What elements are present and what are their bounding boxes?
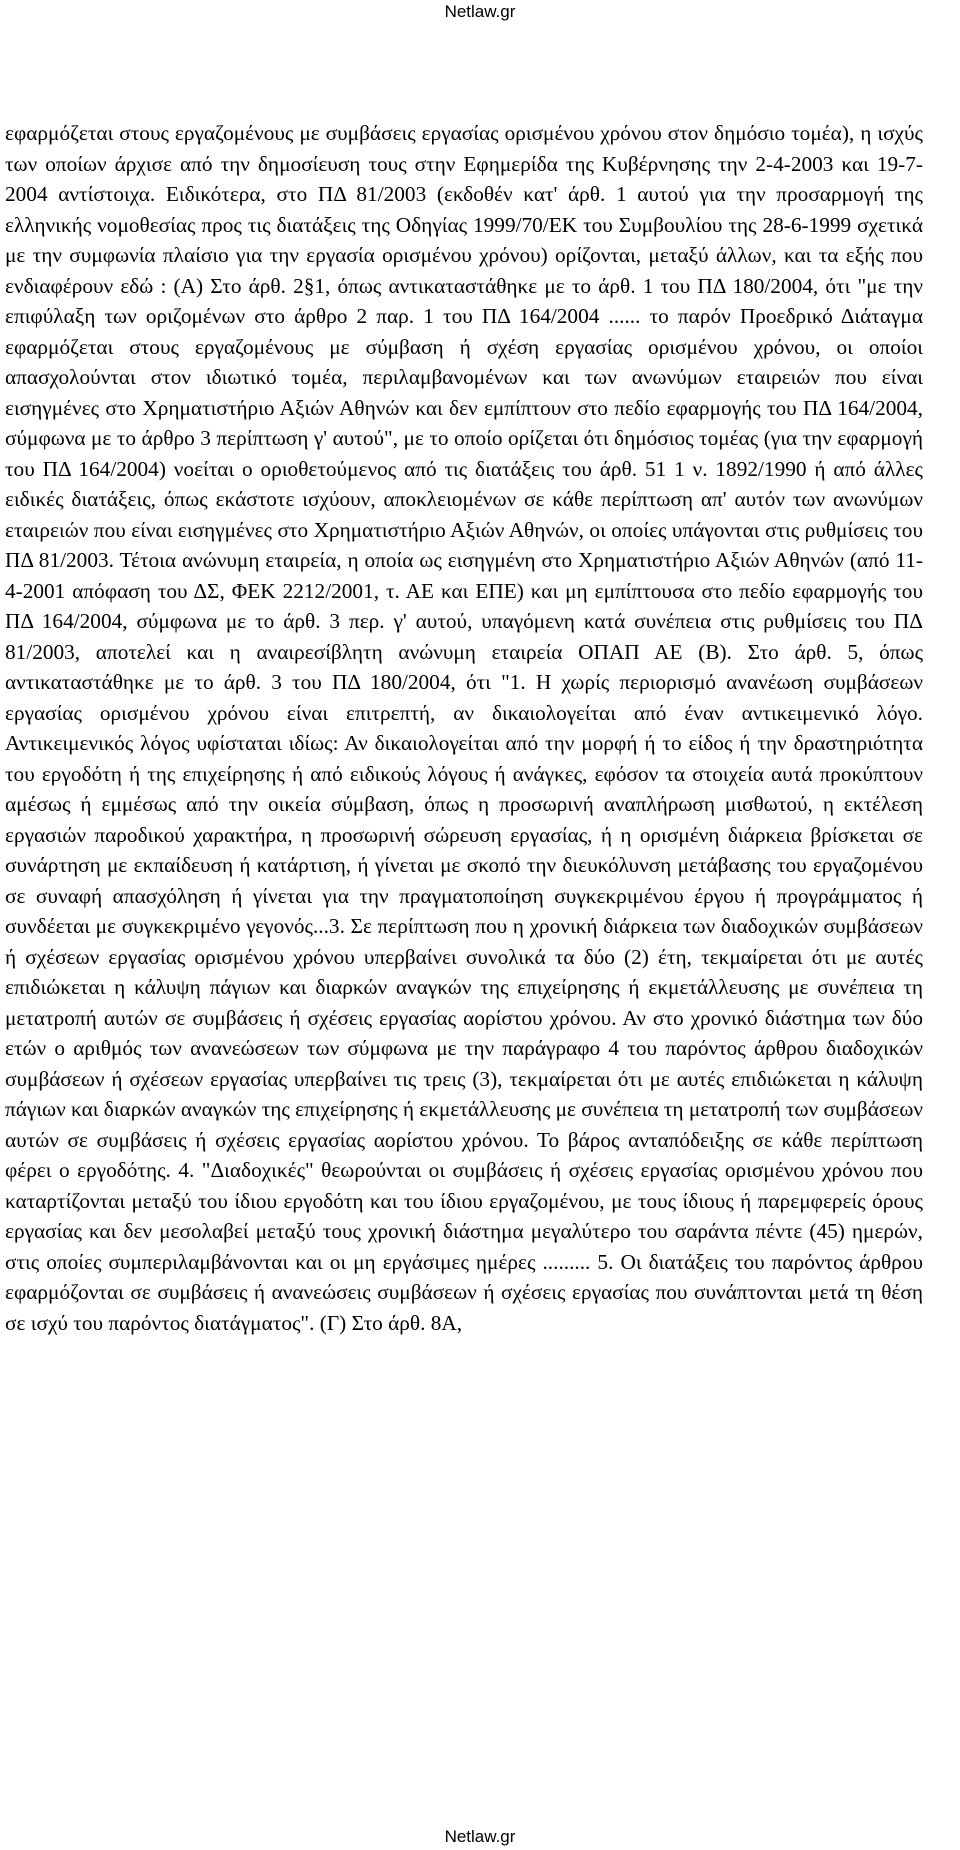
page-header <box>0 0 960 23</box>
footer-site-name: Netlaw.gr <box>444 1827 516 1846</box>
page-footer <box>0 1826 960 1848</box>
header-site-name: Netlaw.gr <box>444 2 516 21</box>
document-body-paragraph: εφαρμόζεται στους εργαζομένους με συμβάσεις εργασίας ορισμένου χρόνου στον δημόσιο τομέα), η ισχύς των οποίων άρχισε από την δημοσίευση τους στην Εφημερίδα της Κυβέρνησης την 2-4-2003 και 19-7-2004 αντίστοιχα. Ειδικότερα, στο ΠΔ 81/2003 (εκδοθέν κατ' άρθ. 1 αυτού για την προσαρμογή της ελληνικής νομοθεσίας προς τις διατάξεις της Οδηγίας 1999/70/ΕΚ του Συμβουλίου της 28-6-1999 σχετικά με την συμφωνία πλαίσιο για την εργασία ορισμένου χρόνου) ορίζονται, μεταξύ άλλων, και τα εξής που ενδιαφέρουν εδώ : (Α) Στο άρθ. 2§1, όπως αντικαταστάθηκε με το άρθ. 1 του ΠΔ 180/2004, ότι "με την επιφύλαξη των οριζομένων στο άρθρο 2 παρ. 1 του ΠΔ 164/2004 ...... το παρόν Προεδρικό Διάταγμα εφαρμόζεται στους εργαζομένους με σύμβαση ή σχέση εργασίας ορισμένου χρόνου, οι οποίοι απασχολούνται στον ιδιωτικό τομέα, περιλαμβανομένων και των ανωνύμων εταιρειών που είναι εισηγμένες στο Χρηματιστήριο Αξιών Αθηνών και δεν εμπίπτουν στο πεδίο εφαρμογής του ΠΔ 164/2004, σύμφωνα με το άρθρο 3 περίπτωση γ' αυτού", με το οποίο ορίζεται ότι δημόσιος τομέας (για την εφαρμογή του ΠΔ 164/2004) νοείται ο οριοθετούμενος από τις διατάξεις του άρθ. 51 1 ν. 1892/1990 ή από άλλες ειδικές διατάξεις, όπως εκάστοτε ισχύουν, αποκλειομένων σε κάθε περίπτωση απ' αυτόν των ανωνύμων εταιρειών που είναι εισηγμένες στο Χρηματιστήριο Αξιών Αθηνών, οι οποίες υπάγονται στις ρυθμίσεις του ΠΔ 81/2003. Τέτοια ανώνυμη εταιρεία, η οποία ως εισηγμένη στο Χρηματιστήριο Αξιών Αθηνών (από 11-4-2001 απόφαση του ΔΣ, ΦΕΚ 2212/2001, τ. ΑΕ και ΕΠΕ) και μη εμπίπτουσα στο πεδίο εφαρμογής του ΠΔ 164/2004, σύμφωνα με το άρθ. 3 περ. γ' αυτού, υπαγόμενη κατά συνέπεια στις ρυθμίσεις του ΠΔ 81/2003, αποτελεί και η αναιρεσίβλητη ανώνυμη εταιρεία ΟΠΑΠ ΑΕ (Β). Στο άρθ. 5, όπως αντικαταστάθηκε με το άρθ. 3 του ΠΔ 180/2004, ότι "1. Η χωρίς περιορισμό ανανέωση συμβάσεων εργασίας ορισμένου χρόνου είναι επιτρεπτή, αν δικαιολογείται από έναν αντικειμενικό λόγο. Αντικειμενικός λόγος υφίσταται ιδίως: Αν δικαιολογείται από την μορφή ή το είδος ή την δραστηριότητα του εργοδότη ή της επιχείρησης ή από ειδικούς λόγους ή ανάγκες, εφόσον τα στοιχεία αυτά προκύπτουν αμέσως ή εμμέσως από την οικεία σύμβαση, όπως η προσωρινή αναπλήρωση μισθωτού, η εκτέλεση εργασιών παροδικού χαρακτήρα, η προσωρινή σώρευση εργασίας, ή η ορισμένη διάρκεια βρίσκεται σε συνάρτηση με εκπαίδευση ή κατάρτιση, ή γίνεται με σκοπό την διευκόλυνση μετάβασης του εργαζομένου σε συναφή απασχόληση ή γίνεται για την πραγματοποίηση συγκεκριμένου έργου ή προγράμματος ή συνδέεται με συγκεκριμένο γεγονός...3. Σε περίπτωση που η χρονική διάρκεια των διαδοχικών συμβάσεων ή σχέσεων εργασίας ορισμένου χρόνου υπερβαίνει συνολικά τα δύο (2) έτη, τεκμαίρεται ότι με αυτές επιδιώκεται η κάλυψη πάγιων και διαρκών αναγκών της επιχείρησης ή εκμετάλλευσης με συνέπεια τη μετατροπή αυτών σε συμβάσεις ή σχέσεις εργασίας αορίστου χρόνου. Αν στο χρονικό διάστημα των δύο ετών ο αριθμός των ανανεώσεων των σύμφωνα με την παράγραφο 4 του παρόντος άρθρου διαδοχικών συμβάσεων ή σχέσεων εργασίας υπερβαίνει τις τρεις (3), τεκμαίρεται ότι με αυτές επιδιώκεται η κάλυψη πάγιων και διαρκών αναγκών της επιχείρησης ή εκμετάλλευσης με συνέπεια τη μετατροπή των συμβάσεων αυτών σε συμβάσεις ή σχέσεις εργασίας αορίστου χρόνου. Το βάρος ανταπόδειξης σε κάθε περίπτωση φέρει ο εργοδότης. 4. "Διαδοχικές" θεωρούνται οι συμβάσεις ή σχέσεις εργασίας ορισμένου χρόνου που καταρτίζονται μεταξύ του ίδιου εργοδότη και του ίδιου εργαζομένου, με τους ίδιους ή παρεμφερείς όρους εργασίας και δεν μεσολαβεί μεταξύ τους χρονική διάστημα μεγαλύτερο του σαράντα πέντε (45) ημερών, στις οποίες συμπεριλαμβάνονται και οι μη εργάσιμες ημέρες ......... 5. Οι διατάξεις του παρόντος άρθρου εφαρμόζονται σε συμβάσεις ή ανανεώσεις συμβάσεων ή σχέσεις εργασίας που συνάπτονται μετά τη θέση σε ισχύ του παρόντος διατάγματος". (Γ) Στο άρθ. 8Α, <box>5 121 923 1335</box>
